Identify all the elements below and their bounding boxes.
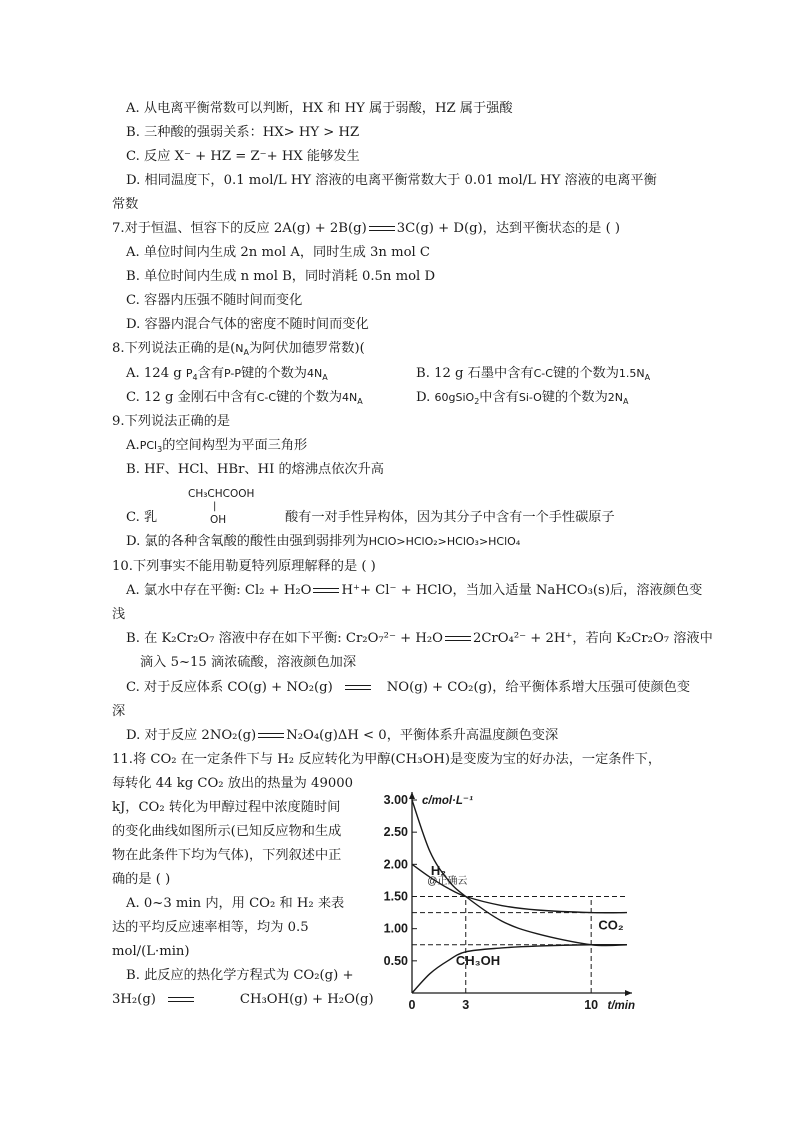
- ch3oh-series-label: CH₃OH: [455, 952, 501, 968]
- lactic-acid-structure-bottom: OH: [210, 514, 227, 526]
- watermark: @正确云: [427, 875, 468, 887]
- y-tick-label: 2.50: [383, 825, 408, 840]
- q6-option-c: C. 反应 X⁻ + HZ = Z⁻+ HX 能够发生: [126, 149, 360, 164]
- q10-option-a-cont: 浅: [112, 607, 126, 622]
- concentration-time-chart: [370, 790, 670, 1010]
- q10-option-a: A. 氯水中存在平衡: Cl₂ + H₂O H⁺+ Cl⁻ + HClO，当加入适量 NaHCO₃(s)后，溶液颜色变: [126, 583, 703, 598]
- equilibrium-arrow: [367, 224, 397, 234]
- equilibrium-arrow: [443, 634, 473, 644]
- q11-stem-line-4: 的变化曲线如图所示(已知反应物和生成: [112, 824, 342, 839]
- x-tick-label: 10: [584, 998, 599, 1010]
- q6-option-d-cont: 常数: [112, 197, 139, 212]
- x-axis-label: t/min: [607, 1000, 635, 1010]
- q11-option-b-cont: 3H₂(g) CH₃OH(g) + H₂O(g): [112, 992, 374, 1007]
- q11-stem-line-6: 确的是 ( ): [112, 872, 171, 887]
- q9-option-a: A.PCl$_3$的空间构型为平面三角形: [126, 438, 308, 454]
- q11-stem-line-2: 每转化 44 kg CO₂ 放出的热量为 49000: [112, 776, 353, 791]
- q7-stem: 7.对于恒温、恒容下的反应 2A(g) + 2B(g) 3C(g) + D(g)，达到平衡状态的是 ( ): [112, 221, 621, 236]
- q9-option-c-label: C. 乳: [126, 510, 158, 525]
- q7-option-c: C. 容器内压强不随时间而变化: [126, 293, 303, 308]
- q10-option-c-cont: 深: [112, 704, 126, 719]
- lactic-acid-structure-top: CH₃CHCOOH: [188, 488, 255, 500]
- h2-series-label: H₂: [430, 862, 446, 878]
- q9-option-c-text: 酸有一对手性异构体，因为其分子中含有一个手性碳原子: [285, 510, 615, 525]
- q7-option-a: A. 单位时间内生成 2n mol A，同时生成 3n mol C: [126, 245, 431, 260]
- ch3oh-curve: [412, 945, 627, 993]
- q10-option-b-cont: 滴入 5~15 滴浓硫酸，溶液颜色加深: [140, 655, 357, 670]
- q8-stem: 8.下列说法正确的是($N_A$为阿伏加德罗常数)(: [112, 341, 365, 357]
- q11-stem-line-5: 物在此条件下均为气体)，下列叙述中正: [112, 848, 342, 863]
- q10-option-d: D. 对于反应 2NO₂(g) N₂O₄(g)ΔH < 0，平衡体系升高温度颜色变深: [126, 728, 559, 743]
- lactic-acid-bond: |: [213, 501, 217, 512]
- q9-option-d: D. 氯的各种含氧酸的酸性由强到弱排列为HClO>HClO₂>HClO₃>HClO₄: [126, 534, 521, 549]
- q9-stem: 9.下列说法正确的是: [112, 414, 231, 429]
- y-tick-label: 3.00: [383, 793, 408, 807]
- equilibrium-arrow: [343, 683, 373, 693]
- q6-option-d: D. 相同温度下，0.1 mol/L HY 溶液的电离平衡常数大于 0.01 mol/L HY 溶液的电离平衡: [126, 173, 657, 188]
- q11-option-b: B. 此反应的热化学方程式为 CO₂(g) +: [126, 968, 354, 983]
- y-axis-label: c/mol·L⁻¹: [422, 795, 473, 807]
- q10-stem: 10.下列事实不能用勒夏特列原理解释的是 ( ): [112, 559, 376, 574]
- q8-option-b: B. 12 g 石墨中含有C-C键的个数为$1.5N_A$: [416, 366, 651, 382]
- q11-stem-line-3: kJ，CO₂ 转化为甲醇过程中浓度随时间: [112, 800, 341, 815]
- q6-option-a: A. 从电离平衡常数可以判断，HX 和 HY 属于弱酸，HZ 属于强酸: [126, 101, 513, 116]
- x-axis-arrow-icon: [625, 990, 632, 996]
- equilibrium-arrow: [311, 586, 341, 596]
- q7-option-d: D. 容器内混合气体的密度不随时间而变化: [126, 317, 369, 332]
- y-axis-arrow-icon: [409, 792, 415, 799]
- q11-option-a-cont-1: 达的平均反应速率相等，均为 0.5: [112, 920, 309, 935]
- q10-option-c: C. 对于反应体系 CO(g) + NO₂(g) NO(g) + CO₂(g)，给平衡体系增大压强可使颜色变: [126, 680, 691, 695]
- y-tick-label: 1.00: [383, 921, 408, 936]
- y-tick-label: 0.50: [383, 953, 408, 968]
- y-tick-label: 2.00: [383, 857, 408, 872]
- co2-series-label: CO₂: [598, 917, 624, 933]
- y-tick-label: 1.50: [383, 889, 408, 904]
- q8-option-a: A. 124 g $P_4$含有P-P键的个数为$4N_A$: [126, 366, 328, 382]
- q7-option-b: B. 单位时间内生成 n mol B，同时消耗 0.5n mol D: [126, 269, 436, 284]
- q6-option-b: B. 三种酸的强弱关系：HX> HY > HZ: [126, 125, 360, 140]
- q10-option-b: B. 在 K₂Cr₂O₇ 溶液中存在如下平衡: Cr₂O₇²⁻ + H₂O 2CrO₄²⁻ + 2H⁺，若向 K₂Cr₂O₇ 溶液中: [126, 631, 713, 646]
- q9-option-b: B. HF、HCl、HBr、HI 的熔沸点依次升高: [126, 462, 384, 477]
- q11-option-a: A. 0~3 min 内，用 CO₂ 和 H₂ 来表: [126, 896, 345, 911]
- x-tick-label: 0: [408, 998, 416, 1010]
- q8-option-d: D. 60gSiO$_2$中含有Si-O键的个数为$2N_A$: [416, 390, 629, 406]
- q8-option-c: C. 12 g 金刚石中含有C-C键的个数为$4N_A$: [126, 390, 363, 406]
- x-tick-label: 3: [462, 998, 470, 1010]
- q11-stem-line-1: 11.将 CO₂ 在一定条件下与 H₂ 反应转化为甲醇(CH₃OH)是变废为宝的好办法，一定条件下，: [112, 752, 662, 767]
- equilibrium-arrow: [256, 731, 286, 741]
- q11-option-a-cont-2: mol/(L·min): [112, 944, 190, 959]
- equilibrium-arrow: [166, 995, 196, 1005]
